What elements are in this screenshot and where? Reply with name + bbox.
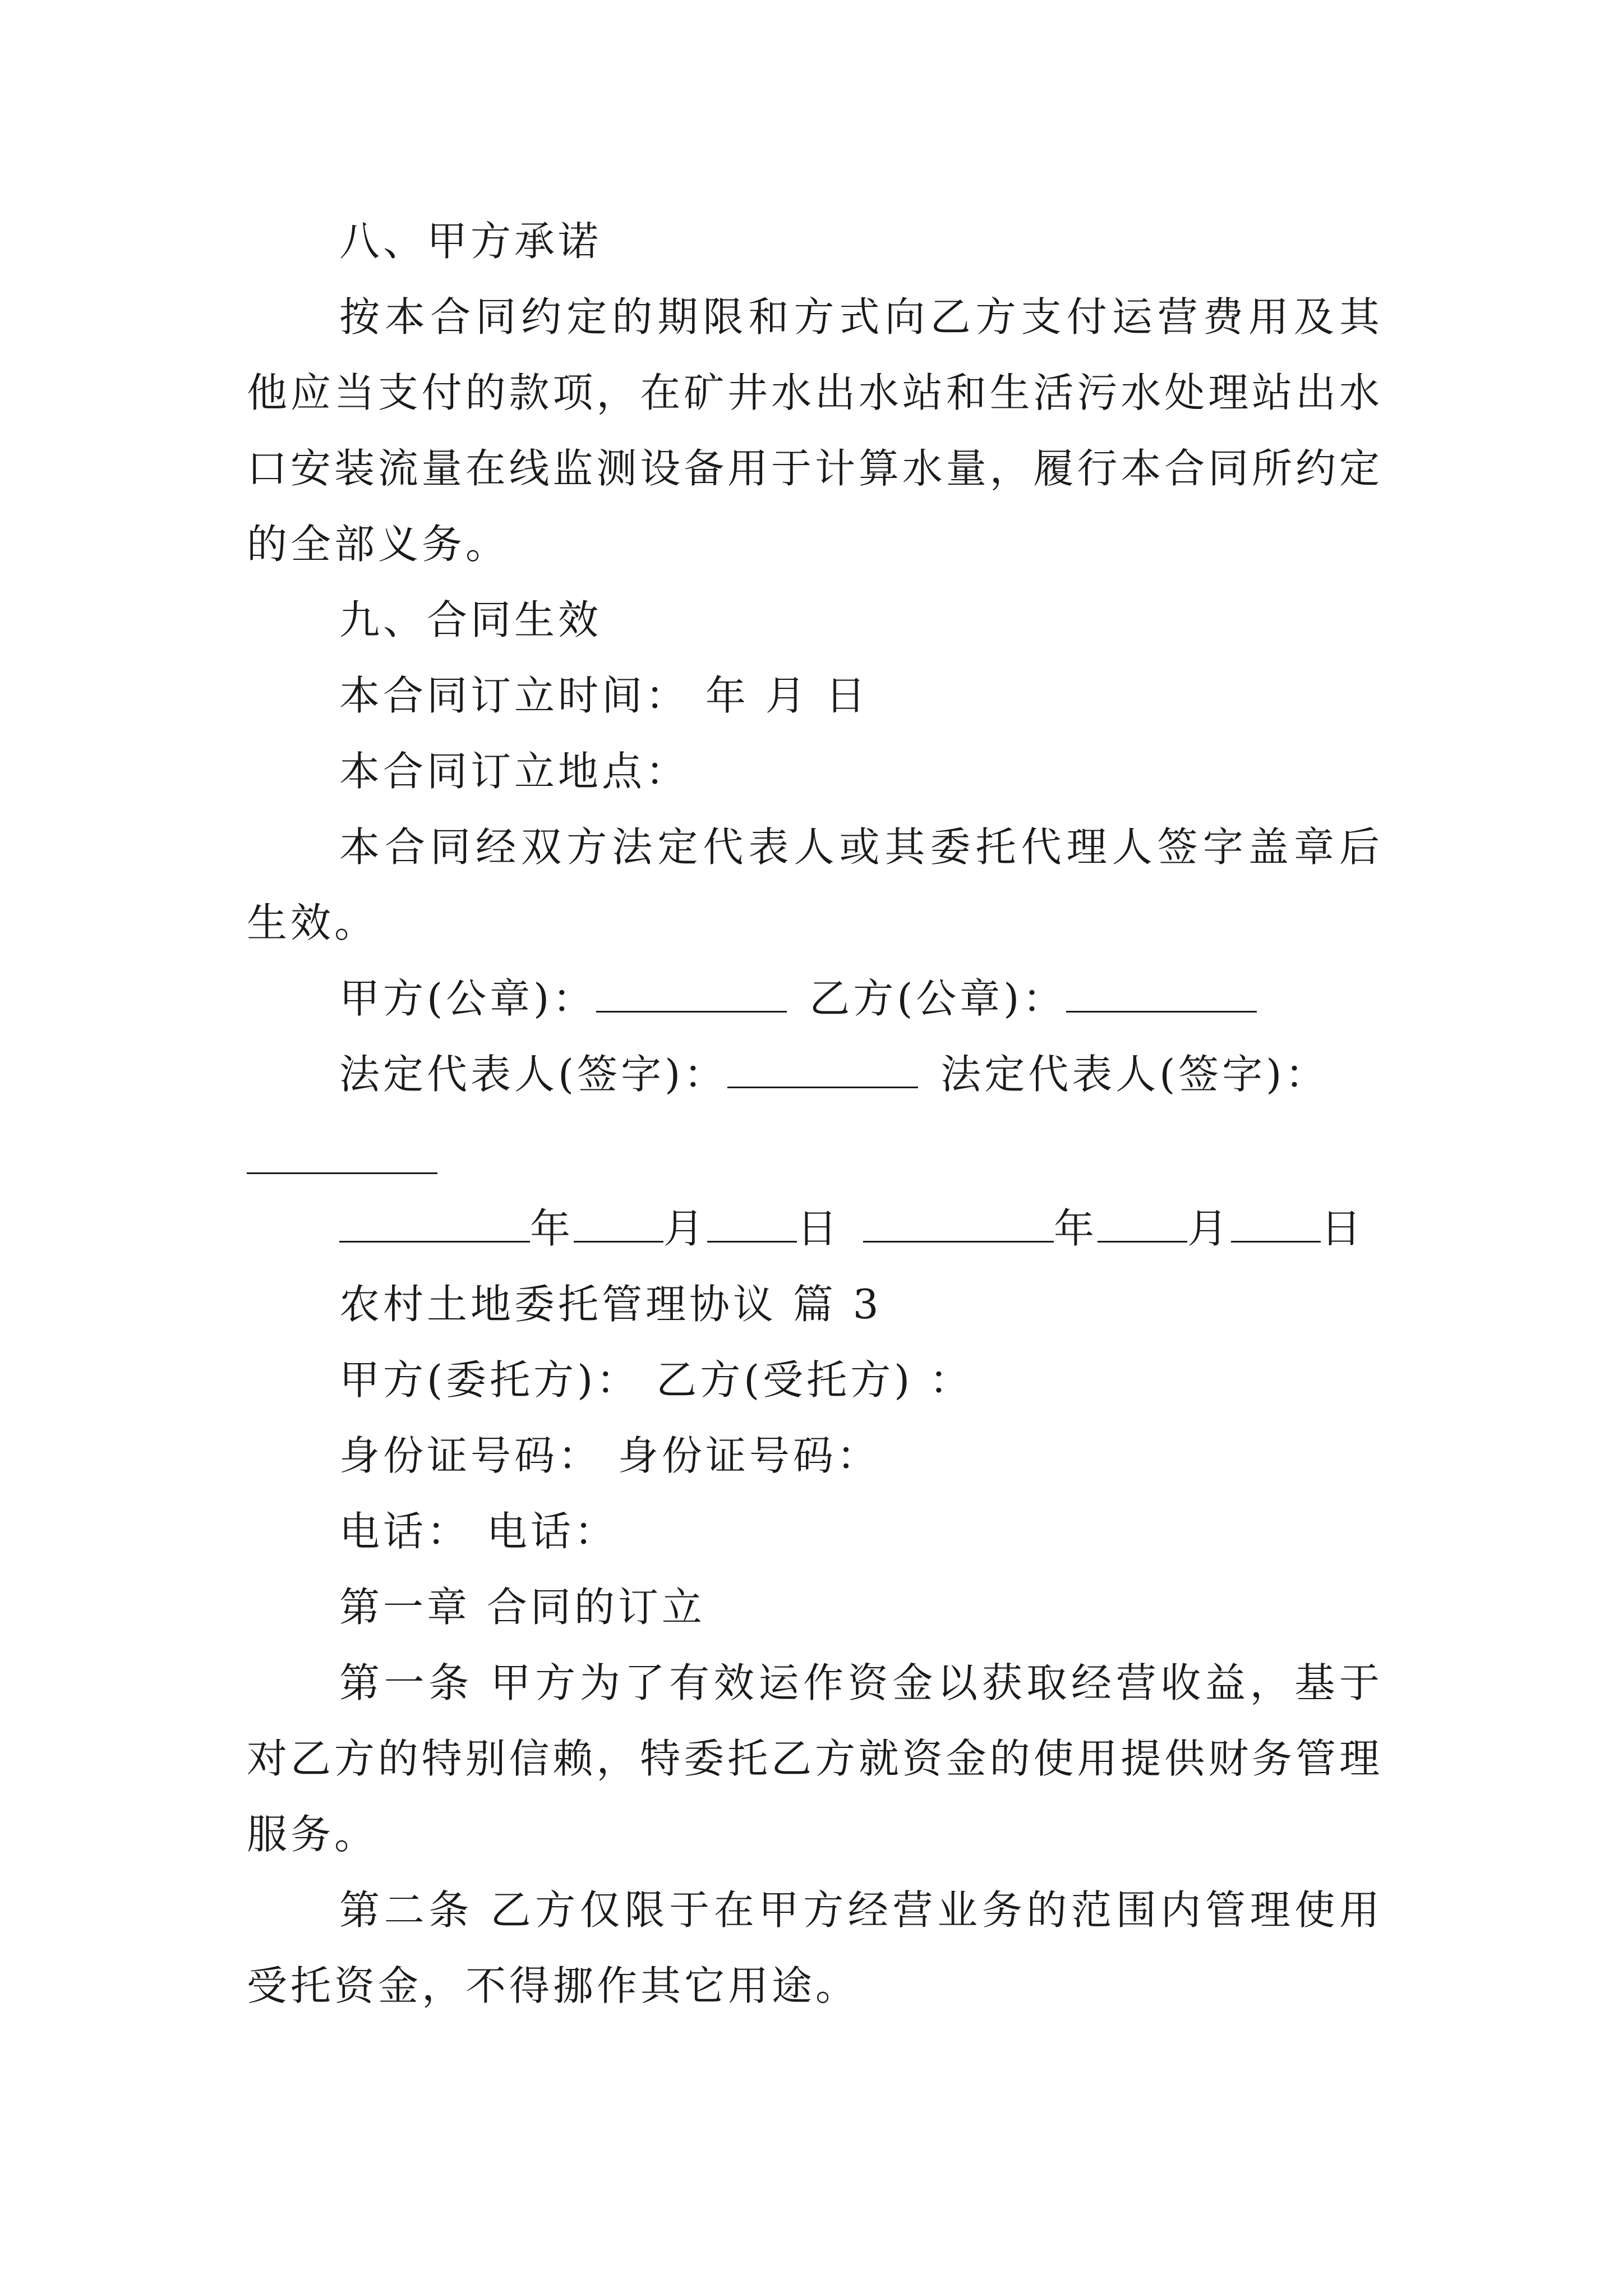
effect-paragraph-line-2: 生效。	[247, 899, 379, 946]
section-9-title: 九、合同生效	[339, 596, 602, 643]
id-number-line: 身份证号码： 身份证号码：	[339, 1432, 880, 1479]
section-8-paragraph-line-1: 按本合同约定的期限和方式向乙方支付运营费用及其	[339, 293, 1380, 341]
section-8-paragraph-line-3: 口安装流量在线监测设备用于计算水量，履行本合同所约定	[247, 445, 1380, 492]
date-a-year-label: 年	[530, 1205, 574, 1252]
chapter-1-title: 第一章 合同的订立	[339, 1584, 706, 1631]
section-8-paragraph-line-4: 的全部义务。	[247, 521, 510, 568]
party-a-seal-blank	[596, 972, 787, 1013]
article-2-line-2: 受托资金，不得挪作其它用途。	[247, 1962, 860, 2009]
article-1-line-1: 第一条 甲方为了有效运作资金以获取经营收益，基于	[339, 1659, 1380, 1706]
article-1-line-2: 对乙方的特别信赖，特委托乙方就资金的使用提供财务管理	[247, 1735, 1380, 1782]
agreement-3-title: 农村土地委托管理协议 篇 3	[339, 1281, 882, 1328]
date-a-year-blank	[339, 1202, 530, 1243]
parties-line: 甲方(委托方)： 乙方(受托方) ：	[339, 1356, 974, 1404]
sign-place-line: 本合同订立地点：	[339, 748, 690, 795]
date-b-month-label: 月	[1187, 1205, 1232, 1252]
section-8-paragraph-line-2: 他应当支付的款项，在矿井水出水站和生活污水处理站出水	[247, 369, 1380, 416]
date-line	[339, 1200, 1364, 1257]
date-b-day-label: 日	[1321, 1205, 1365, 1252]
phone-line: 电话： 电话：	[339, 1508, 618, 1555]
date-a-day-label: 日	[797, 1205, 841, 1252]
party-b-seal-blank	[1066, 972, 1257, 1013]
legal-rep-line	[339, 1046, 1329, 1102]
seal-line	[339, 970, 1257, 1027]
section-8-title: 八、甲方承诺	[339, 218, 602, 265]
legal-rep-b-blank	[247, 1172, 437, 1174]
party-a-seal-label: 甲方(公章)：	[339, 975, 597, 1022]
date-b-day-blank	[1231, 1202, 1321, 1243]
date-b-month-blank	[1098, 1202, 1187, 1243]
date-a-month-label: 月	[663, 1205, 708, 1252]
sign-time-line: 本合同订立时间： 年 月 日	[339, 672, 869, 719]
date-b-year-blank	[863, 1202, 1054, 1243]
date-a-day-blank	[707, 1202, 797, 1243]
legal-rep-b-label: 法定代表人(签字)：	[940, 1051, 1329, 1098]
article-1-line-3: 服务。	[247, 1811, 379, 1858]
article-2-line-1: 第二条 乙方仅限于在甲方经营业务的范围内管理使用	[339, 1887, 1380, 1934]
legal-rep-a-blank	[727, 1047, 918, 1088]
date-b-year-label: 年	[1054, 1205, 1098, 1252]
party-b-seal-label: 乙方(公章)：	[809, 975, 1067, 1022]
effect-paragraph-line-1: 本合同经双方法定代表人或其委托代理人签字盖章后	[339, 823, 1380, 871]
date-a-month-blank	[574, 1202, 663, 1243]
legal-rep-a-label: 法定代表人(签字)：	[339, 1051, 728, 1098]
